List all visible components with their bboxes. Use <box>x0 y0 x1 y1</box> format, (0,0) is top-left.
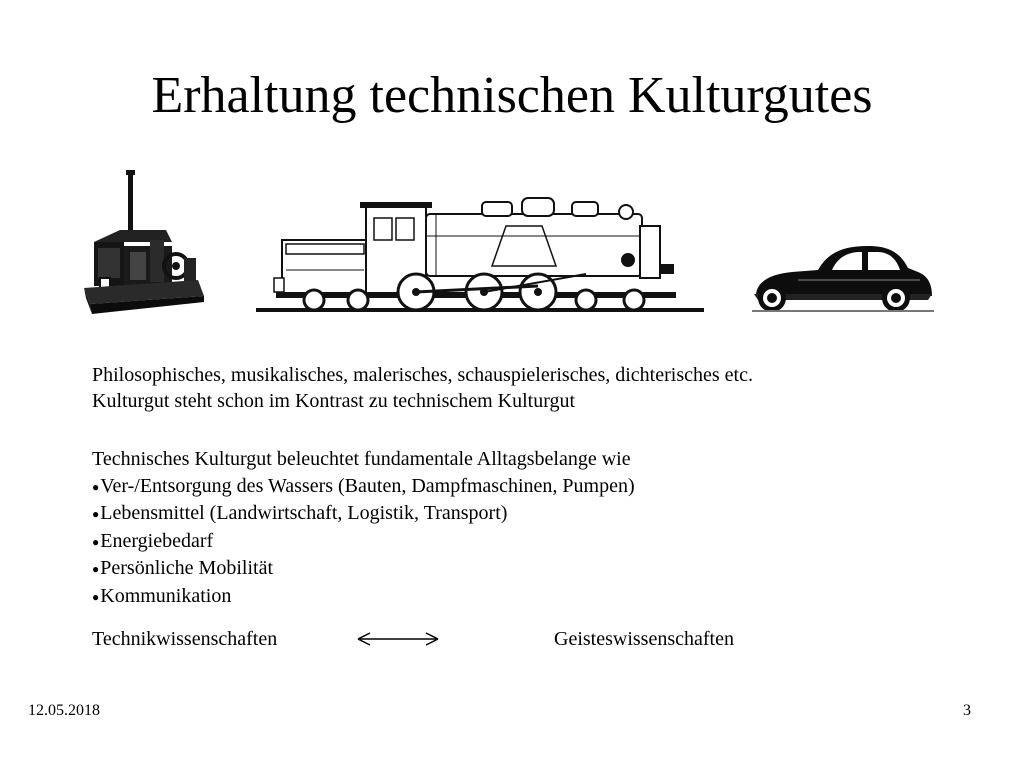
list-item-text: Energiebedarf <box>100 529 214 552</box>
bullet-icon: ● <box>92 479 100 494</box>
vintage-car-icon <box>752 244 934 314</box>
bullet-icon: ● <box>92 589 100 604</box>
list-item <box>92 583 635 611</box>
list-item <box>92 473 635 501</box>
bullet-icon: ● <box>92 507 100 522</box>
bullet-icon: ● <box>92 562 100 577</box>
list-item-text: Lebensmittel (Landwirtschaft, Logistik, Transport) <box>100 502 508 525</box>
bullet-icon: ● <box>92 534 100 549</box>
list-item <box>92 528 635 556</box>
comparison-left-label: Technikwissenschaften <box>92 628 278 650</box>
list-item <box>92 555 635 583</box>
footer-date: 12.05.2018 <box>28 702 100 719</box>
slide-title: Erhaltung technischen Kulturgutes <box>151 67 873 124</box>
intro-paragraph <box>92 362 753 414</box>
steam-locomotive-icon <box>256 196 704 318</box>
double-headed-arrow-icon <box>356 630 440 648</box>
page-number: 3 <box>963 702 971 719</box>
list-item-text: Persönliche Mobilität <box>100 557 274 580</box>
intro-line-1: Philosophisches, musikalisches, malerisches, schauspielerisches, dichterisches etc. <box>92 364 753 386</box>
list-item-text: Kommunikation <box>100 584 232 607</box>
intro-line-2: Kulturgut steht schon im Kontrast zu technischem Kulturgut <box>92 390 576 412</box>
list-item <box>92 500 635 528</box>
technical-heritage-intro: Technisches Kulturgut beleuchtet fundamentale Alltagsbelange wie <box>92 448 631 470</box>
technical-heritage-paragraph <box>92 446 635 611</box>
bullet-list <box>92 473 635 611</box>
steam-engine-icon <box>80 170 206 316</box>
comparison-right-label: Geisteswissenschaften <box>554 628 734 650</box>
list-item-text: Ver-/Entsorgung des Wassers (Bauten, Dampfmaschinen, Pumpen) <box>100 474 635 497</box>
